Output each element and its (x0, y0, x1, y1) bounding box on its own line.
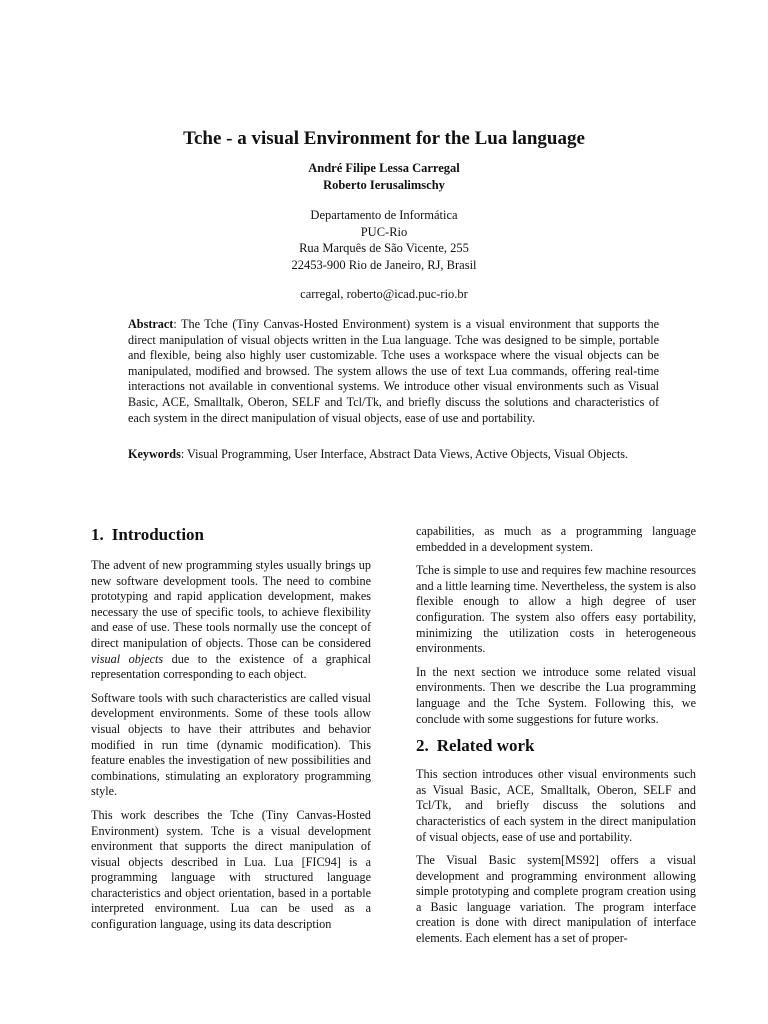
left-column (91, 524, 371, 941)
section-number: 1. (91, 525, 104, 544)
affiliation-line: Departamento de Informática (310, 208, 458, 222)
paragraph: Software tools with such characteristics are called visual development environments. Some of these tools allow visual objects to have their attributes and behavior modified in run time (dynamic modification). This feature enables the investigation of new possibilities and combinations, stimulating an exploratory programming style. (91, 690, 371, 799)
paragraph: Tche is simple to use and requires few machine resources and a little learning time. Nevertheless, the system is also flexible enough to allow a high degree of user configuration. The system also offers easy portability, minimizing the utilization costs in heterogeneous environments. (416, 563, 696, 656)
paragraph: This section introduces other visual environments such as Visual Basic, ACE, Smalltalk, Oberon, SELF and Tcl/Tk, and briefly discuss the solutions and characteristics of each system in the direct manipulation of visual objects, ease of use and portability. (416, 767, 696, 844)
section-number: 2. (416, 736, 429, 756)
section-heading-introduction (91, 524, 371, 546)
author-name: Roberto Ierusalimschy (323, 178, 445, 192)
abstract-label: Abstract (128, 317, 174, 331)
section-title: Related work (436, 736, 535, 756)
right-column (416, 524, 696, 955)
abstract-text: : The Tche (Tiny Canvas-Hosted Environment) system is a visual environment that supports the direct manipulation of visual objects written in the Lua language. Tche was designed to be simple, portable and flexible, being also highly user customizable. Tche uses a workspace where the visual objects can be manipulated, modified and browsed. The system allows the use of text Lua commands, offering real-time interactions not available in conventional systems. We introduce other visual environments such as Visual Basic, ACE, Smalltalk, Oberon, SELF and Tcl/Tk, and briefly discuss the solutions and characteristics of each system in the direct manipulation of visual objects, ease of use and portability. (128, 317, 659, 425)
author-email: carregal, roberto@icad.puc-rio.br (300, 287, 468, 301)
keywords-text: : Visual Programming, User Interface, Abstract Data Views, Active Objects, Visual Objects. (180, 447, 629, 461)
keywords (128, 447, 659, 463)
author-list (0, 160, 768, 194)
affiliation-line: PUC-Rio (360, 224, 408, 239)
paragraph (91, 558, 371, 683)
affiliation (0, 207, 768, 273)
paragraph-text: The advent of new programming styles usually brings up new software development tools. The need to combine prototyping and rapid application development, makes necessary the use of specific tools, to achieve flexibility and ease of use. These tools normally use the concept of direct manipulation of objects. Those can be considered (91, 558, 371, 650)
abstract (128, 317, 659, 426)
paragraph: This work describes the Tche (Tiny Canvas-Hosted Environment) system. Tche is a visual development environment that supports the direct manipulation of visual objects described in Lua. Lua [FIC94] is a programming language with structured language characteristics and object orientation, based in a portable interpreted environment. Lua can be used as a configuration language, using its data description (91, 807, 371, 932)
author-name: André Filipe Lessa Carregal (308, 161, 460, 175)
section-heading-related-work (416, 735, 696, 757)
section-title: Introduction (111, 525, 205, 544)
affiliation-line: Rua Marquês de São Vicente, 255 (299, 241, 469, 255)
paper-title: Tche - a visual Environment for the Lua language (183, 128, 585, 149)
paragraph: In the next section we introduce some related visual environments. Then we describe the Lua programming language and the Tche System. Following this, we conclude with some suggestions for future works. (416, 664, 696, 726)
paragraph-text: due to the existence of a graphical representation corresponding to each object. (91, 651, 371, 682)
keywords-label: Keywords (128, 447, 181, 461)
emphasis-text: visual objects (91, 651, 164, 666)
paragraph: capabilities, as much as a programming language embedded in a development system. (416, 524, 696, 554)
affiliation-line: 22453-900 Rio de Janeiro, RJ, Brasil (291, 257, 477, 272)
paragraph: The Visual Basic system[MS92] offers a visual development and programming environment allowing simple prototyping and complete program creation using a Basic language variation. The program interface creation is done with direct manipulation of interface elements. Each element has a set of proper- (416, 853, 696, 946)
